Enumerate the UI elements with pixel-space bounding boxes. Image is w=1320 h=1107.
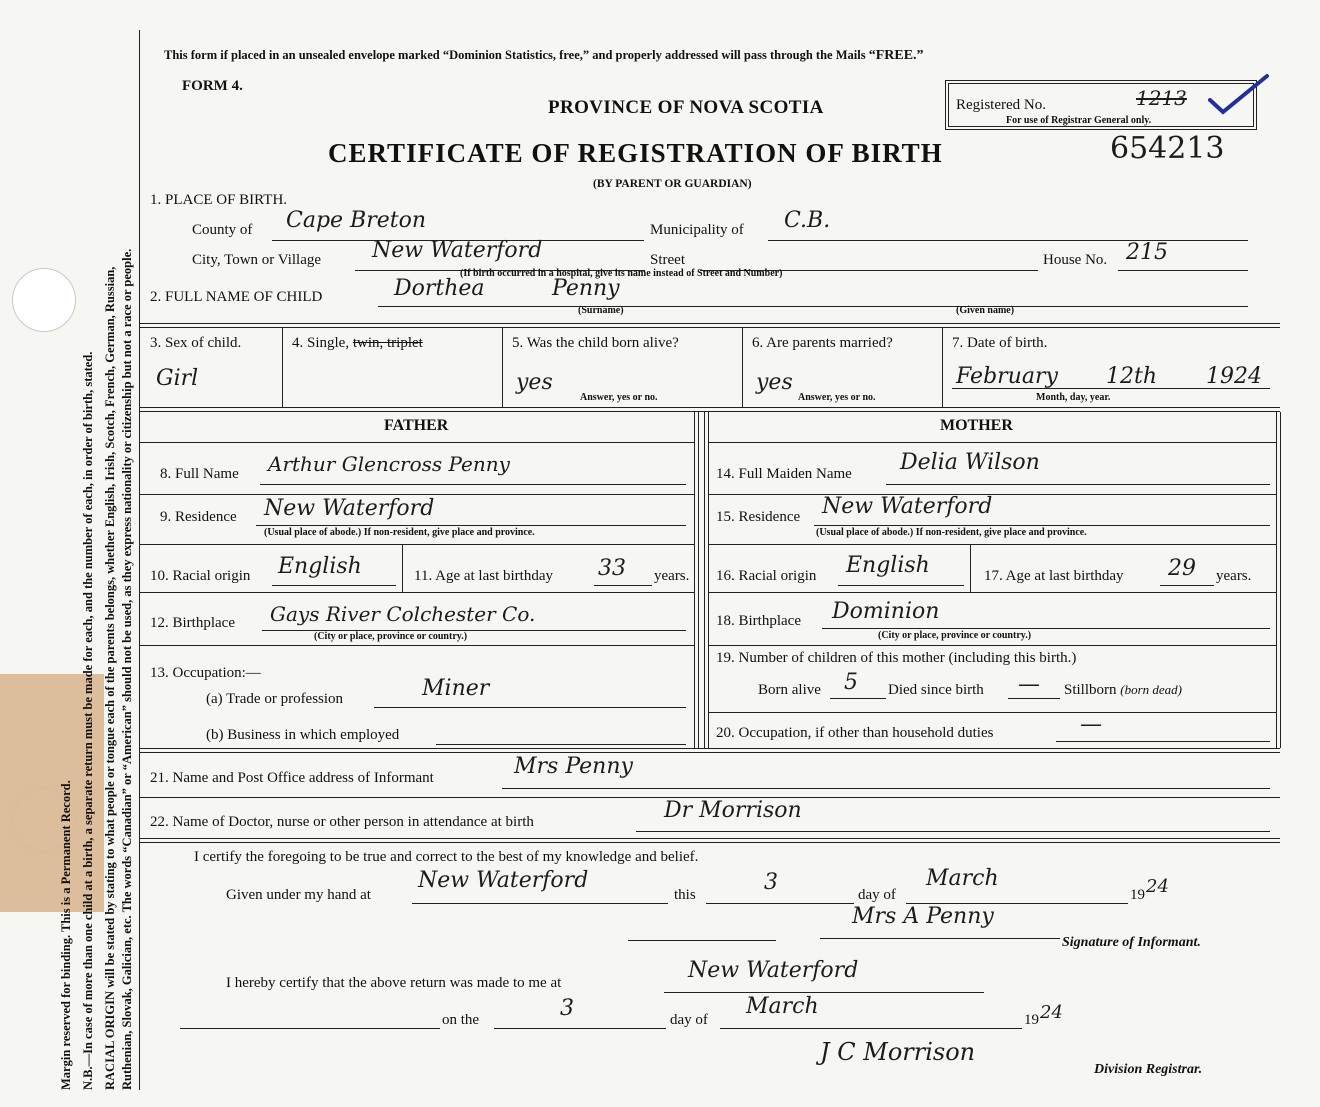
certificate-subtitle: (BY PARENT OR GUARDIAN) — [593, 178, 752, 190]
given-under-hand-label: Given under my hand at — [226, 887, 371, 903]
mail-free-text: “FREE.” — [868, 48, 924, 63]
registrar-year-prefix: 19 — [1024, 1012, 1039, 1028]
mother-left-border — [704, 412, 709, 748]
mother-residence-label: 15. Residence — [716, 509, 801, 525]
registrar-pre-line — [180, 1028, 440, 1029]
binding-hole-top — [12, 268, 76, 332]
father-name-value: Arthur Glencross Penny — [268, 452, 510, 476]
given-place-line — [412, 903, 668, 904]
mother-name-line — [886, 484, 1270, 485]
doctor-line — [636, 831, 1270, 832]
mother-name-value: Delia Wilson — [900, 450, 1040, 475]
father-trade-value: Miner — [422, 676, 490, 701]
parents-married-caption: Answer, yes or no. — [798, 392, 876, 403]
dob-line — [952, 388, 1270, 389]
date-of-birth-label: 7. Date of birth. — [952, 335, 1048, 351]
divider-4-5 — [502, 327, 503, 408]
informant-signature: Mrs A Penny — [852, 904, 994, 929]
surname-caption: (Surname) — [578, 305, 624, 316]
father-business-line — [436, 744, 686, 745]
mother-born-alive-label: Born alive — [758, 682, 821, 698]
doctor-label: 22. Name of Doctor, nurse or other person in attendance at birth — [150, 814, 534, 830]
informant-line — [502, 788, 1270, 789]
father-name-line — [260, 484, 686, 485]
mother-stillborn-label — [1064, 682, 1182, 699]
given-name-caption: (Given name) — [956, 305, 1015, 316]
born-alive-caption: Answer, yes or no. — [580, 392, 658, 403]
mother-age-label: 17. Age at last birthday — [984, 568, 1124, 584]
city-label: City, Town or Village — [192, 252, 322, 268]
certification-top-rule — [140, 838, 1280, 843]
mother-age-value: 29 — [1168, 556, 1196, 581]
form-number: FORM 4. — [182, 78, 243, 94]
mother-children-label: 19. Number of children of this mother (including this birth.) — [716, 650, 1077, 666]
form-left-border — [139, 30, 140, 1090]
checkmark-icon — [1205, 72, 1275, 117]
parents-married-label: 6. Are parents married? — [752, 335, 893, 351]
mother-row-rule-4 — [708, 645, 1276, 646]
mother-occupation-label: 20. Occupation, if other than household duties — [716, 725, 994, 741]
father-right-border — [694, 412, 699, 748]
mother-residence-value: New Waterford — [822, 494, 993, 519]
registrar-day-of-label: day of — [670, 1012, 708, 1028]
mother-name-label: 14. Full Maiden Name — [716, 466, 852, 482]
county-value: Cape Breton — [286, 208, 427, 233]
child-given-name: Dorthea — [394, 276, 485, 301]
house-value: 215 — [1126, 240, 1168, 265]
registrar-place-value: New Waterford — [688, 958, 859, 983]
dob-caption: Month, day, year. — [1036, 392, 1111, 403]
registrar-signature: J C Morrison — [820, 1038, 976, 1066]
divider-6-7 — [942, 327, 943, 408]
divider-5-6 — [742, 327, 743, 408]
row-3-7-bottom-rule — [140, 407, 1280, 412]
county-label: County of — [192, 222, 253, 238]
on-the-label: on the — [442, 1012, 480, 1028]
child-name-line — [378, 306, 1248, 307]
father-row-rule-2 — [140, 544, 694, 545]
day-of-label: day of — [858, 887, 896, 903]
registrar-place-line — [664, 992, 984, 993]
mother-born-alive-value: 5 — [844, 670, 858, 695]
father-heading: FATHER — [384, 417, 449, 434]
mother-row-rule-5 — [708, 712, 1276, 713]
father-residence-value: New Waterford — [264, 496, 435, 521]
child-name-label: 2. FULL NAME OF CHILD — [150, 289, 323, 305]
mother-racial-label: 16. Racial origin — [716, 568, 817, 584]
mother-born-alive-line — [830, 698, 886, 699]
city-value: New Waterford — [372, 238, 543, 263]
file-number: 654213 — [1110, 131, 1225, 166]
year-prefix: 19 — [1130, 887, 1145, 903]
margin-note-binding: Margin reserved for binding. This is a Permanent Record. — [59, 780, 73, 1090]
house-line — [1118, 270, 1248, 271]
mail-notice — [164, 48, 924, 64]
dob-month: February — [956, 364, 1058, 389]
father-row-rule-3 — [140, 592, 694, 593]
father-racial-age-divider — [402, 545, 403, 592]
dob-year: 1924 — [1206, 364, 1262, 389]
born-alive-label: 5. Was the child born alive? — [512, 335, 679, 351]
day-line — [706, 903, 854, 904]
father-row-rule-4 — [140, 645, 694, 646]
mother-heading-rule — [708, 442, 1276, 443]
mother-died-line — [1008, 698, 1060, 699]
stillborn-note: (born dead) — [1120, 682, 1183, 697]
single-label — [292, 335, 423, 352]
mother-birthplace-line — [822, 628, 1270, 629]
mother-died-label: Died since birth — [888, 682, 984, 698]
certification-statement: I certify the foregoing to be true and correct to the best of my knowledge and belief. — [194, 849, 699, 865]
father-abode-caption: (Usual place of abode.) If non-resident, give place and province. — [264, 527, 535, 538]
registrar-month-line — [720, 1028, 1022, 1029]
mother-residence-line — [814, 525, 1270, 526]
divider-3-4 — [282, 327, 283, 408]
mail-notice-text: This form if placed in an unsealed envelope marked “Dominion Statistics, free,” and properly addressed will pass through the Mails — [164, 48, 866, 62]
division-registrar-label: Division Registrar. — [1094, 1062, 1203, 1077]
day-value: 3 — [764, 870, 778, 895]
mother-birthplace-value: Dominion — [832, 599, 940, 624]
father-row-rule-1 — [140, 494, 694, 495]
registrar-day-value: 3 — [560, 996, 574, 1021]
sex-value: Girl — [156, 366, 199, 391]
street-label: Street — [650, 252, 685, 268]
mother-racial-line — [838, 585, 964, 586]
short-divider — [628, 940, 776, 941]
mother-racial-age-divider — [970, 545, 971, 592]
stillborn-text: Stillborn — [1064, 682, 1117, 698]
mother-died-value: — — [1018, 672, 1040, 697]
mother-years-label: years. — [1216, 568, 1252, 584]
father-trade-label: (a) Trade or profession — [206, 691, 344, 707]
registrar-month-value: March — [746, 994, 819, 1019]
mother-heading: MOTHER — [940, 417, 1013, 434]
parents-married-value: yes — [756, 370, 793, 395]
house-label: House No. — [1043, 252, 1108, 268]
father-years-label: years. — [654, 568, 690, 584]
municipality-value: C.B. — [784, 208, 831, 233]
father-age-value: 33 — [598, 556, 626, 581]
doctor-value: Dr Morrison — [664, 798, 802, 823]
given-place-value: New Waterford — [418, 868, 589, 893]
margin-note-racial-origin-2: Ruthenian, Slovak, Galician, etc. The words “Canadian” or “American” should not be used, as they express nationality or citizenship but not a race or people. — [120, 248, 134, 1090]
hospital-note: (If birth occurred in a hospital, give its name instead of Street and Number) — [460, 268, 783, 279]
mother-right-border — [1276, 412, 1281, 748]
father-racial-label: 10. Racial origin — [150, 568, 251, 584]
father-age-line — [594, 585, 652, 586]
father-racial-value: English — [278, 554, 362, 579]
mother-birthplace-label: 18. Birthplace — [716, 613, 801, 629]
mother-occupation-value: — — [1080, 712, 1102, 737]
mother-abode-caption: (Usual place of abode.) If non-resident, give place and province. — [816, 527, 1087, 538]
this-label: this — [674, 887, 696, 903]
twin-triplet-struck: twin, triplet — [352, 335, 423, 351]
father-racial-line — [272, 585, 396, 586]
certificate-title: CERTIFICATE OF REGISTRATION OF BIRTH — [328, 138, 943, 168]
signature-of-informant-label: Signature of Informant. — [1062, 935, 1201, 950]
informant-top-rule — [140, 748, 1280, 753]
mother-racial-value: English — [846, 553, 930, 578]
father-occupation-label: 13. Occupation:— — [150, 665, 261, 681]
municipality-label: Municipality of — [650, 222, 744, 238]
informant-label: 21. Name and Post Office address of Informant — [150, 770, 434, 786]
father-trade-line — [374, 707, 686, 708]
father-heading-rule — [140, 442, 694, 443]
registrar-use-note: For use of Registrar General only. — [1006, 115, 1152, 126]
father-birthplace-value: Gays River Colchester Co. — [270, 602, 536, 626]
child-surname: Penny — [552, 276, 620, 301]
father-birthplace-label: 12. Birthplace — [150, 615, 235, 631]
sex-label: 3. Sex of child. — [150, 335, 242, 351]
dob-day: 12th — [1106, 364, 1158, 389]
margin-note-racial-origin-1: RACIAL ORIGIN will be stated by stating to what people or tongue each of the parents belongs, whether English, Irish, Scotch, French, German, Russian, — [103, 266, 117, 1090]
mother-row-rule-3 — [708, 592, 1276, 593]
year-value: 24 — [1146, 876, 1169, 897]
mother-occupation-line — [1056, 741, 1270, 742]
father-birthplace-caption: (City or place, province or country.) — [314, 631, 468, 642]
father-residence-label: 9. Residence — [160, 509, 237, 525]
registrar-day-line — [494, 1028, 666, 1029]
municipality-line — [768, 240, 1248, 241]
father-age-label: 11. Age at last birthday — [414, 568, 553, 584]
mother-age-line — [1160, 585, 1214, 586]
single-label-text: 4. Single, — [292, 335, 350, 351]
informant-signature-line — [820, 938, 1060, 939]
informant-value: Mrs Penny — [514, 754, 633, 779]
margin-note-multiple-births: N.B.—In case of more than one child at a birth, a separate return must be made for each, and the number of each, in order of birth, stated. — [81, 351, 95, 1090]
father-residence-line — [256, 525, 686, 526]
province-heading: PROVINCE OF NOVA SCOTIA — [548, 97, 824, 118]
father-business-label: (b) Business in which employed — [206, 727, 400, 743]
mother-row-rule-2 — [708, 544, 1276, 545]
registrar-year-value: 24 — [1040, 1002, 1063, 1023]
mother-birthplace-caption: (City or place, province or country.) — [878, 630, 1032, 641]
born-alive-value: yes — [516, 370, 553, 395]
registrar-statement: I hereby certify that the above return was made to me at — [226, 975, 562, 991]
father-name-label: 8. Full Name — [160, 466, 239, 482]
registered-no-value: 1213 — [1136, 86, 1187, 110]
row-3-7-top-rule — [140, 323, 1280, 328]
month-value: March — [926, 866, 999, 891]
place-of-birth-label: 1. PLACE OF BIRTH. — [150, 192, 288, 208]
registered-no-label: Registered No. — [956, 97, 1046, 113]
